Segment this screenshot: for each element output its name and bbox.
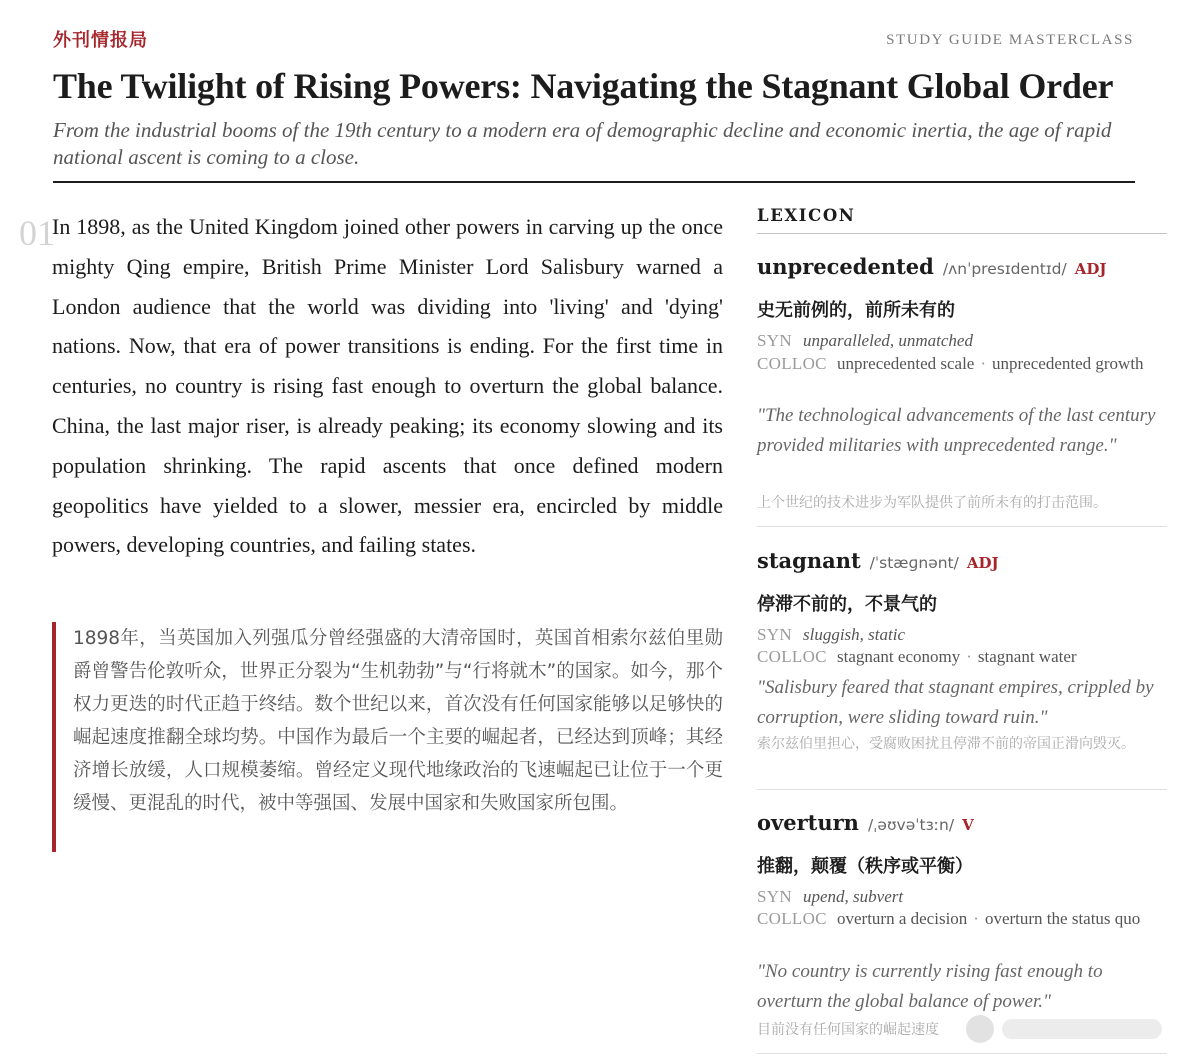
entry-chinese-definition: 史无前例的，前所未有的 [757,300,955,321]
collocation: stagnant economy [837,647,961,666]
entry-chinese-definition: 推翻，颠覆（秩序或平衡） [757,856,973,877]
entry-ipa: /ˌəʊvəˈtɜːn/ [867,816,955,834]
watermark-overlay [966,1013,1170,1045]
brand-logo-text: 外刊情报局 [53,30,148,51]
collocation: stagnant water [977,647,1077,666]
paragraph-number: 01 [19,213,55,253]
collocation: overturn a decision [837,909,968,928]
entry-ipa: /ʌnˈpresɪdentɪd/ [942,260,1067,278]
entry-divider [757,1053,1167,1054]
watermark-avatar [966,1015,994,1043]
entry-collocations [837,907,1167,930]
entry-example-sentence: "The technological advancements of the last century provided militaries with unprecedented range." [757,405,1156,456]
entry-divider [757,789,1167,790]
collocation: unprecedented growth [992,354,1144,373]
colloc-tag: COLLOC [757,909,827,928]
syn-tag: SYN [757,331,792,350]
collocation: unprecedented scale [837,354,975,373]
chinese-translation-block [52,622,723,852]
article-title: The Twilight of Rising Powers: Navigating the Stagnant Global Order [53,66,1114,106]
entry-ipa: /ˈstæɡnənt/ [869,554,959,572]
entry-word: overturn [757,810,859,835]
entry-collocations [837,645,1167,668]
entry-synonyms: sluggish, static [803,625,906,644]
separator-dot: · [973,909,979,928]
lexicon-divider [757,233,1167,234]
lexicon-heading: LEXICON [757,206,856,225]
entry-example-sentence: "No country is currently rising fast enough to overturn the global balance of power." [757,961,1103,1012]
entry-synonyms: unparalleled, unmatched [803,331,973,350]
entry-example-translation: 索尔兹伯里担心，受腐败困扰且停滞不前的帝国正滑向毁灭。 [757,736,1135,752]
article-subtitle: From the industrial booms of the 19th century to a modern era of demographic decline and economic inertia, the age of rapid national ascent is coming to a close. [53,118,1112,169]
entry-part-of-speech: ADJ [966,554,999,572]
entry-synonyms: upend, subvert [803,887,904,906]
header-divider [53,181,1135,183]
lexicon-entry-unprecedented [757,254,1167,528]
entry-part-of-speech: V [962,816,974,834]
syn-tag: SYN [757,625,792,644]
separator-dot: · [966,647,972,666]
colloc-tag: COLLOC [757,354,827,373]
entry-collocations [837,352,1167,375]
entry-headword-row [757,810,974,835]
english-paragraph: In 1898, as the United Kingdom joined other powers in carving up the once mighty Qing empire, British Prime Minister Lord Salisbury warned a London audience that the world was dividing into 'living' and 'dying' nations. Now, that era of power transitions is ending. For the first time in centuries, no country is rising fast enough to overturn the global balance. China, the last major riser, is already peaking; its economy slowing and its population shrinking. The rapid ascents that once defined modern geopolitics have yielded to a slower, messier era, encircled by middle powers, developing countries, and failing states. [52,214,723,558]
syn-tag: SYN [757,887,792,906]
entry-headword-row [757,548,999,573]
entry-divider [757,526,1167,527]
entry-chinese-definition: 停滞不前的，不景气的 [757,594,937,615]
watermark-bar [1002,1019,1162,1039]
lexicon-entry-stagnant [757,548,1167,794]
entry-word: unprecedented [757,254,934,279]
study-guide-label: STUDY GUIDE MASTERCLASS [886,32,1134,48]
entry-example-translation: 目前没有任何国家的崛起速度 [757,1022,939,1038]
entry-word: stagnant [757,548,861,573]
entry-headword-row [757,254,1106,279]
entry-example-translation: 上个世纪的技术进步为军队提供了前所未有的打击范围。 [757,495,1107,511]
chinese-paragraph: 1898年，当英国加入列强瓜分曾经强盛的大清帝国时，英国首相索尔兹伯里勋爵曾警告伦敦听众，世界正分裂为“生机勃勃”与“行将就木”的国家。如今，那个权力更迭的时代正趋于终结。数个世纪以来，首次没有任何国家能够以足够快的崛起速度推翻全球均势。中国作为最后一个主要的崛起者，已经达到顶峰；其经济增长放缓，人口规模萎缩。曾经定义现代地缘政治的飞速崛起已让位于一个更缓慢、更混乱的时代，被中等强国、发展中国家和失败国家所包围。 [73,628,723,814]
collocation: overturn the status quo [984,909,1141,928]
entry-example-sentence: "Salisbury feared that stagnant empires, crippled by corruption, were sliding toward ruin." [757,677,1154,728]
entry-part-of-speech: ADJ [1074,260,1107,278]
colloc-tag: COLLOC [757,647,827,666]
separator-dot: · [980,354,987,373]
